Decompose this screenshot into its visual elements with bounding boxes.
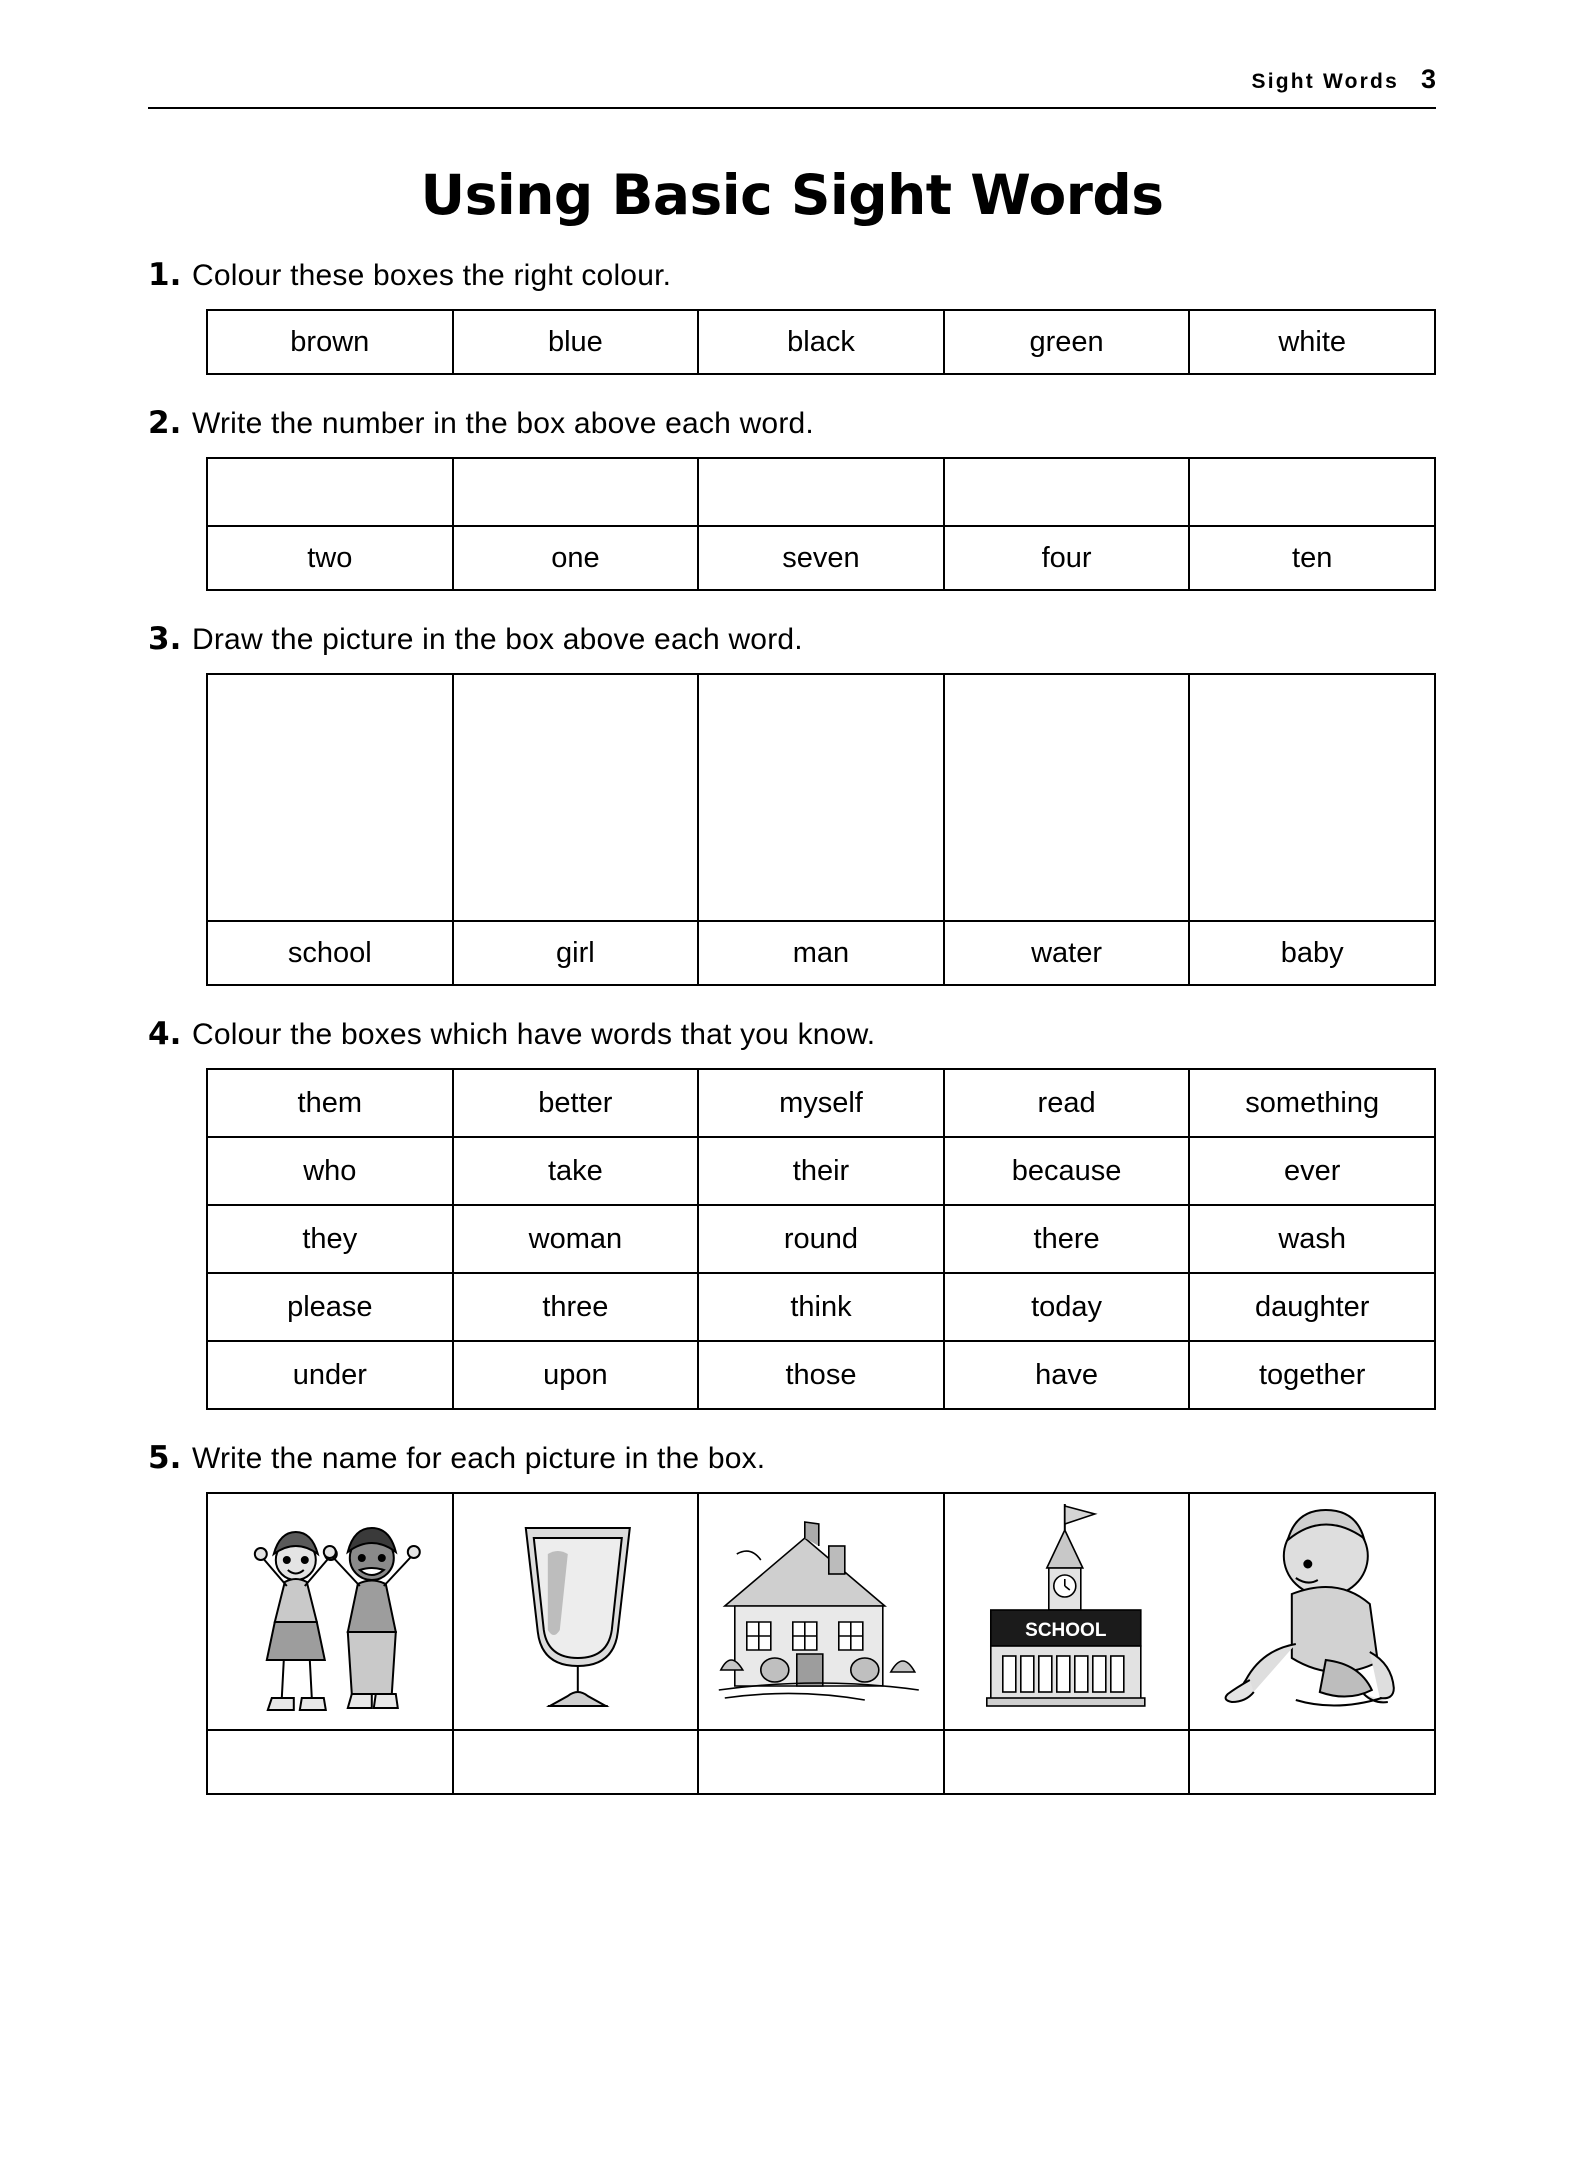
q1-cell-1[interactable]: blue <box>453 310 699 374</box>
question-1 <box>148 257 1436 293</box>
q5-picture-cell-2 <box>698 1493 944 1730</box>
q4-cell-1-3[interactable]: because <box>944 1137 1190 1205</box>
q4-cell-2-0[interactable]: they <box>207 1205 453 1273</box>
table-row <box>207 458 1435 526</box>
q1-cell-2[interactable]: black <box>698 310 944 374</box>
q4-cell-3-2[interactable]: think <box>698 1273 944 1341</box>
q4-cell-1-4[interactable]: ever <box>1189 1137 1435 1205</box>
q1-cell-3[interactable]: green <box>944 310 1190 374</box>
question-2 <box>148 405 1436 441</box>
q3-draw-4[interactable] <box>1189 674 1435 921</box>
table-row <box>207 310 1435 374</box>
header-divider <box>148 107 1436 109</box>
q4-cell-0-3[interactable]: read <box>944 1069 1190 1137</box>
glass-picture <box>454 1494 698 1729</box>
baby-picture <box>1190 1494 1434 1729</box>
school-picture <box>945 1494 1189 1729</box>
q4-cell-0-4[interactable]: something <box>1189 1069 1435 1137</box>
q4-cell-0-0[interactable]: them <box>207 1069 453 1137</box>
house-picture <box>699 1494 943 1729</box>
children-picture <box>208 1494 452 1729</box>
question-5-text: Write the name for each picture in the box. <box>192 1442 766 1475</box>
question-5-number: 5. <box>148 1440 182 1476</box>
q4-cell-3-3[interactable]: today <box>944 1273 1190 1341</box>
table-row <box>207 526 1435 590</box>
q2-answer-0[interactable] <box>207 458 453 526</box>
q3-draw-picture-grid <box>206 673 1436 986</box>
q3-word-4: baby <box>1189 921 1435 985</box>
q2-answer-1[interactable] <box>453 458 699 526</box>
table-row <box>207 921 1435 985</box>
q2-word-3: four <box>944 526 1190 590</box>
q5-answer-0[interactable] <box>207 1730 453 1794</box>
q4-cell-1-0[interactable]: who <box>207 1137 453 1205</box>
q4-cell-3-4[interactable]: daughter <box>1189 1273 1435 1341</box>
q4-known-words-grid <box>206 1068 1436 1410</box>
q4-cell-3-0[interactable]: please <box>207 1273 453 1341</box>
q1-colour-words-grid <box>206 309 1436 375</box>
q4-cell-1-2[interactable]: their <box>698 1137 944 1205</box>
table-row <box>207 1273 1435 1341</box>
q2-word-4: ten <box>1189 526 1435 590</box>
q2-word-2: seven <box>698 526 944 590</box>
q3-word-3: water <box>944 921 1190 985</box>
table-row <box>207 1069 1435 1137</box>
q3-word-0: school <box>207 921 453 985</box>
question-1-text: Colour these boxes the right colour. <box>192 259 672 292</box>
q4-cell-1-1[interactable]: take <box>453 1137 699 1205</box>
q2-answer-2[interactable] <box>698 458 944 526</box>
q4-cell-0-2[interactable]: myself <box>698 1069 944 1137</box>
q4-cell-2-1[interactable]: woman <box>453 1205 699 1273</box>
page-number: 3 <box>1420 64 1436 94</box>
q1-cell-4[interactable]: white <box>1189 310 1435 374</box>
question-2-number: 2. <box>148 405 182 441</box>
table-row <box>207 1730 1435 1794</box>
question-5 <box>148 1440 1436 1476</box>
q2-word-0: two <box>207 526 453 590</box>
q5-picture-naming-grid <box>206 1492 1436 1795</box>
table-row <box>207 1137 1435 1205</box>
q2-word-1: one <box>453 526 699 590</box>
q4-cell-2-4[interactable]: wash <box>1189 1205 1435 1273</box>
question-4-text: Colour the boxes which have words that you know. <box>192 1018 876 1051</box>
table-row <box>207 674 1435 921</box>
q5-picture-cell-1 <box>453 1493 699 1730</box>
q3-draw-1[interactable] <box>453 674 699 921</box>
q4-cell-4-4[interactable]: together <box>1189 1341 1435 1409</box>
q5-answer-2[interactable] <box>698 1730 944 1794</box>
school-sign-text: SCHOOL <box>1024 1620 1107 1641</box>
table-row <box>207 1205 1435 1273</box>
question-3-number: 3. <box>148 621 182 657</box>
q4-cell-4-1[interactable]: upon <box>453 1341 699 1409</box>
page-header <box>148 0 1436 95</box>
q3-draw-0[interactable] <box>207 674 453 921</box>
q3-word-2: man <box>698 921 944 985</box>
q5-picture-cell-3 <box>944 1493 1190 1730</box>
question-1-number: 1. <box>148 257 182 293</box>
q4-cell-4-3[interactable]: have <box>944 1341 1190 1409</box>
q3-word-1: girl <box>453 921 699 985</box>
q1-cell-0[interactable]: brown <box>207 310 453 374</box>
q4-cell-3-1[interactable]: three <box>453 1273 699 1341</box>
q4-cell-2-3[interactable]: there <box>944 1205 1190 1273</box>
question-4 <box>148 1016 1436 1052</box>
q2-answer-3[interactable] <box>944 458 1190 526</box>
q5-answer-3[interactable] <box>944 1730 1190 1794</box>
header-title: Sight Words <box>1251 70 1399 93</box>
q2-number-words-grid <box>206 457 1436 591</box>
question-2-text: Write the number in the box above each word. <box>192 407 814 440</box>
q4-cell-2-2[interactable]: round <box>698 1205 944 1273</box>
q3-draw-2[interactable] <box>698 674 944 921</box>
q2-answer-4[interactable] <box>1189 458 1435 526</box>
q4-cell-0-1[interactable]: better <box>453 1069 699 1137</box>
q3-draw-3[interactable] <box>944 674 1190 921</box>
page-title: Using Basic Sight Words <box>420 163 1164 227</box>
table-row <box>207 1493 1435 1730</box>
question-3-text: Draw the picture in the box above each word. <box>192 623 803 656</box>
q5-answer-4[interactable] <box>1189 1730 1435 1794</box>
q4-cell-4-2[interactable]: those <box>698 1341 944 1409</box>
question-4-number: 4. <box>148 1016 182 1052</box>
q5-answer-1[interactable] <box>453 1730 699 1794</box>
question-3 <box>148 621 1436 657</box>
q4-cell-4-0[interactable]: under <box>207 1341 453 1409</box>
q5-picture-cell-0 <box>207 1493 453 1730</box>
q5-picture-cell-4 <box>1189 1493 1435 1730</box>
table-row <box>207 1341 1435 1409</box>
